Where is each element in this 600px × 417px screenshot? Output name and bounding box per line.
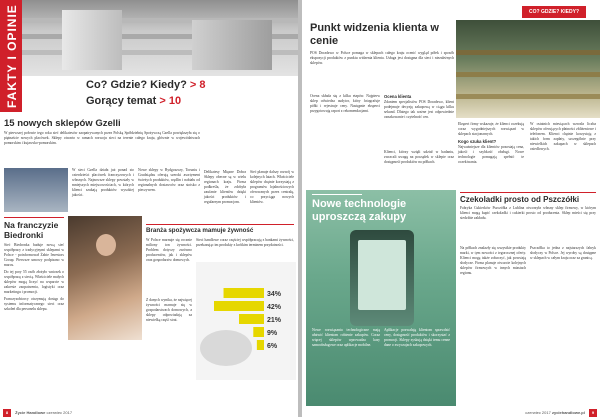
chart-data-label: 21% — [267, 317, 282, 324]
article-paragraph: Sieć Biedronka buduje nową sieć współpracy z tradycyjnymi sklepami w Polsce - poinformował Żabie Investors Group. Pierwsze umowy podpisano w marcu. — [4, 243, 64, 267]
issue-date: czerwiec 2017 — [46, 410, 73, 415]
page-number: 9 — [589, 409, 597, 417]
supermarket-photo — [22, 0, 298, 76]
person-photo — [68, 216, 142, 340]
article-paragraph: Delikatesy Mięsne Dobra Sklepy obecne są w wielu regionach kraju. Firma podkreśla, że zdobyła zaufanie klientów dzięki jakości produktów i regularnym promocjom. — [204, 170, 246, 204]
page-footer — [302, 408, 600, 417]
left-page — [0, 0, 298, 417]
article-paragraph: W sieci Gzella działa już ponad sto czterdzieści placówek franczyzowych i własnych. Najnowsze sklepy powstały w mniejszych miejscowościach, w których klienci szukają produktów wysokiej jakości. — [72, 168, 134, 197]
teaser-page-1[interactable]: 8 — [199, 79, 206, 91]
teaser-headline — [22, 76, 298, 112]
article-paragraph: Fabryka Cukierków Pszczółka z Lublina otworzyła własny sklep firmowy, w którym klienci mogą kupić czekoladki i cukierki prosto od producenta. Sklep mieści się przy siedzibie zakładu. — [460, 206, 596, 220]
article-biedronka — [4, 220, 64, 314]
chart-bar — [257, 340, 264, 350]
store-interior-photo — [456, 20, 600, 118]
right-column-1 — [458, 122, 524, 167]
article-title: Czekoladki prosto od Pszczółki — [460, 195, 580, 204]
section-tab-label: CO? GDZIE? KIEDY? — [529, 9, 579, 15]
article-pszczolka — [460, 195, 596, 223]
issue-date: czerwiec 2017 — [525, 410, 551, 415]
article-title: 15 nowych sklepów Gzelli — [4, 118, 121, 129]
teaser-line-1: Co? Gdzie? Kiedy? — [86, 79, 187, 91]
mid-column — [204, 170, 246, 207]
page-number: 8 — [3, 409, 11, 417]
article-paragraph: Nowe rozwiązania technologiczne mają ułatwić klientom robienie zakupów. Coraz więcej sklepów wprowadza kasy samoobsługowe oraz aplikacje mobilne. — [312, 328, 380, 347]
article-gzella-photo — [4, 168, 68, 212]
chart-data-label: 6% — [267, 343, 278, 350]
phone-illustration — [350, 230, 414, 326]
article-title: Na franczyzie Biedronki — [4, 220, 59, 240]
chart-bar — [214, 301, 264, 311]
chart-data-label: 42% — [267, 304, 282, 311]
teaser-arrow-1: > — [189, 79, 197, 91]
article-paragraph: Sieci handlowe coraz częściej współpracują z bankami żywności, przekazując im produkty z krótkim terminem przydatności. — [196, 238, 294, 247]
teaser-arrow-2: > — [159, 95, 166, 107]
article-paragraph: Na półkach znalazły się wszystkie produkty marki, w tym nowości z tegorocznej oferty. Klienci mogą także zobaczyć, jak powstają słodycze. Firma planuje otwarcie kolejnych sklepów firmowych w innych miastach regionu. — [460, 246, 526, 275]
teaser-line-2: Gorący temat — [86, 95, 157, 107]
chart-bar — [253, 327, 264, 337]
page-footer — [0, 408, 298, 417]
publication-name: Życie Handlowe — [15, 410, 46, 415]
article-paragraph: Nowe sklepy w Bydgoszczy, Toruniu i Grudziądzu oferują szeroki asortyment świeżych produktów, wędlin i nabiału od regionalnych dostawców oraz stoisko z pieczywem. — [138, 168, 200, 192]
article-paragraph: Zdaniem specjalistów POS Doradzwo, klient podejmuje decyzję zakupową w ciągu kilku sekund. Dlatego tak ważne jest odpowiednie oznakowanie i czytelność cen. — [384, 100, 454, 119]
article-paragraph: Sieć planuje dalszy rozwój w kolejnych latach. Właściciele sklepów chętnie korzystają z programów lojalnościowych oferowanych przez centralę, co przyciąga nowych klientów. — [250, 170, 294, 204]
article-title: Nowe technologie uproszczą zakupy — [312, 198, 407, 223]
article-subhead: Ocena klienta — [384, 94, 412, 99]
website[interactable]: zyciehandlowe.pl — [551, 410, 585, 415]
article-subhead: Kogo szuka klient? — [458, 139, 497, 144]
article-paragraph: Ekspert firmy wskazuje, że klienci oczekują coraz wygodniejszych rozwiązań w sklepach stacjonarnych. — [458, 122, 524, 136]
article-paragraph: Do tej pory 55 osób złożyło wniosek o współpracę z siecią. Właściciele małych sklepów mogą liczyć na wsparcie w zakresie zaopatrzenia, logistyki oraz marketingu i promocji. — [4, 270, 64, 294]
article-paragraph: W Polsce marnuje się rocznie miliony ton żywności. Problem dotyczy zarówno producentów, jak i sklepów oraz gospodarstw domowych. — [146, 238, 192, 262]
section-sidebar-label — [0, 0, 22, 112]
article-technology — [306, 190, 456, 406]
teaser-page-2[interactable]: 10 — [168, 95, 182, 107]
plate-graphic — [200, 330, 252, 366]
article-pos — [310, 22, 454, 68]
chart-data-label: 9% — [267, 330, 278, 337]
article-paragraph: Aplikacje pozwalają klientom sprawdzić ceny, dostępność produktów i skorzystać z promocji. Sklepy zyskują dzięki temu cenne dane o zwyczajach zakupowych. — [384, 328, 450, 347]
chart-bar — [239, 314, 264, 324]
right-page — [302, 0, 600, 417]
article-paragraph: Pszczółka to jedna z najstarszych fabryk słodyczy w Polsce. Jej wyroby są dostępne w sklepach w całym kraju oraz za granicą. — [530, 246, 596, 260]
article-paragraph: Klienci, którzy wzięli udział w badaniu, zwracali uwagę na porządek w sklepie oraz dostępność produktów na półkach. — [384, 150, 454, 164]
article-paragraph: W ostatnich miesiącach wzrosła liczba sklepów oferujących płatności zbliżeniowe i telefonem. Klienci chętnie korzystają z takich form zapłaty, szczególnie przy niewielkich zakupach w sklepach osiedlowych. — [530, 122, 596, 151]
article-paragraph: Ocena składa się z kilku etapów. Najpierw sklep odwiedza audytor, który fotografuje półki i rejestruje ceny. Następnie eksperci przygotowują raport z rekomendacjami. — [310, 94, 380, 113]
right-column-2 — [530, 122, 596, 154]
bar-chart — [196, 262, 296, 380]
article-title: Branża spożywcza mamuje żywność — [146, 227, 254, 234]
article-gzella — [4, 118, 200, 148]
article-paragraph: Najważniejsze dla klientów pozostają cena, jakość i szybkość obsługi. Nowe technologie pomagają spełnić te oczekiwania. — [458, 145, 524, 164]
article-title: Punkt widzenia klienta w cenie — [310, 22, 439, 47]
sidebar-label-text: FAKTY I OPINIE — [5, 4, 19, 108]
article-food-waste — [146, 227, 294, 236]
article-paragraph: Franczyzobiorcy otrzymują dostęp do systemu informatycznego sieci oraz szkoleń dla personelu sklepu. — [4, 297, 64, 311]
article-paragraph: POS Doradzwo w Polsce pomaga w sklepach całego kraju ocenić wygląd półek i sposób ekspozycji produktów z punktu widzenia klienta. Usługa jest dostępna dla sieci i niezależnych sklepów. — [310, 51, 454, 65]
chart-data-label: 34% — [267, 291, 282, 298]
section-tab — [522, 6, 586, 18]
article-paragraph: Z danych wynika, że najwięcej żywności marnuje się w gospodarstwach domowych, a sklepy odpowiadają za niewielką część strat. — [146, 298, 192, 322]
chart-bar — [224, 288, 264, 298]
article-paragraph: W pierwszej połowie tego roku sieć delikatesów zaopatrywanych przez Polską Spółdzielnię Spożywczą Gzella powiększyła się o piętnaście nowych placówek. Sklepy otwarto w ramach rozwoju sieci na terenie całego kraju, głównie w województwach pomorskim i kujawsko-pomorskim. — [4, 131, 200, 145]
food-waste-infographic — [196, 262, 296, 380]
